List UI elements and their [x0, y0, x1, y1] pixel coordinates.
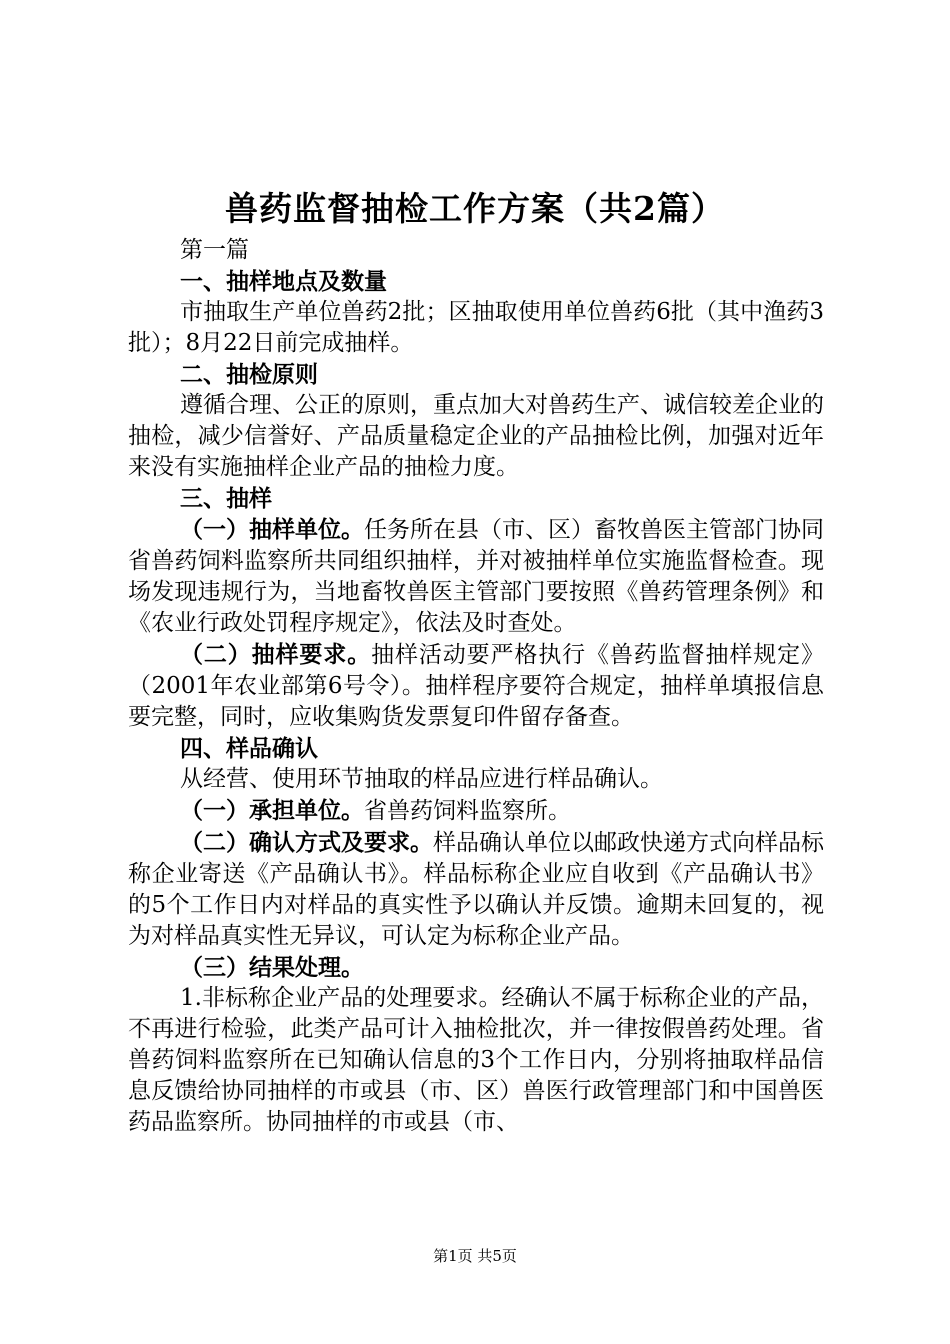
paragraph [128, 827, 824, 952]
section-heading: 三、抽样 [180, 485, 272, 512]
paragraph [128, 795, 824, 827]
page-footer: 第1页 共5页 [433, 1247, 517, 1265]
subsection-text: 样品确认单位以邮政快递方式向样品标称企业寄送《产品确认书》。样品标称企业应自收到《产品确认书》的5个工作日内对样品的真实性予以确认并反馈。逾期未回复的，视为对样品真实性无异议，可认定为标称企业产品。 [128, 830, 824, 949]
paragraph: 遵循合理、公正的原则，重点加大对兽药生产、诚信较差企业的抽检，减少信誉好、产品质量稳定企业的产品抽检比例，加强对近年来没有实施抽样企业产品的抽检力度。 [128, 392, 824, 480]
subsection-label: （二）确认方式及要求。 [180, 829, 433, 856]
subsection-label: （二）抽样要求。 [180, 641, 372, 668]
paragraph: 市抽取生产单位兽药2批；区抽取使用单位兽药6批（其中渔药3批）；8月22日前完成抽样。 [128, 299, 824, 356]
subsection-text: 抽样活动要严格执行《兽药监督抽样规定》（2001年农业部第6号令）。抽样程序要符合规定，抽样单填报信息要完整，同时，应收集购货发票复印件留存备查。 [128, 642, 825, 730]
paragraph: 从经营、使用环节抽取的样品应进行样品确认。 [180, 766, 663, 792]
subsection-text: 省兽药饲料监察所。 [364, 798, 571, 824]
section-heading: 二、抽检原则 [180, 361, 318, 388]
section-heading: 四、样品确认 [180, 735, 318, 762]
subsection-text: 任务所在县（市、区）畜牧兽医主管部门协同省兽药饲料监察所共同组织抽样，并对被抽样单位实施监督检查。现场发现违规行为，当地畜牧兽医主管部门要按照《兽药管理条例》和《农业行政处罚程序规定》，依法及时查处。 [128, 517, 824, 636]
subsection-label: （一）抽样单位。 [180, 516, 364, 543]
section-heading: 一、抽样地点及数量 [180, 268, 387, 295]
subsection-label: （一）承担单位。 [180, 797, 364, 824]
document-title: 兽药监督抽检工作方案（共2篇） [225, 189, 725, 228]
paragraph: 1.非标称企业产品的处理要求。经确认不属于标称企业的产品，不再进行检验，此类产品可计入抽检批次，并一律按假兽药处理。省兽药饲料监察所在已知确认信息的3个工作日内，分别将抽取样品信息反馈给协同抽样的市或县（市、区）兽医行政管理部门和中国兽医药品监察所。协同抽样的市或县（市、 [128, 985, 824, 1135]
document-body [128, 235, 824, 1138]
paragraph [128, 639, 824, 733]
part-label: 第一篇 [180, 237, 249, 263]
paragraph [128, 514, 824, 639]
subsection-label: （三）结果处理。 [180, 954, 364, 981]
